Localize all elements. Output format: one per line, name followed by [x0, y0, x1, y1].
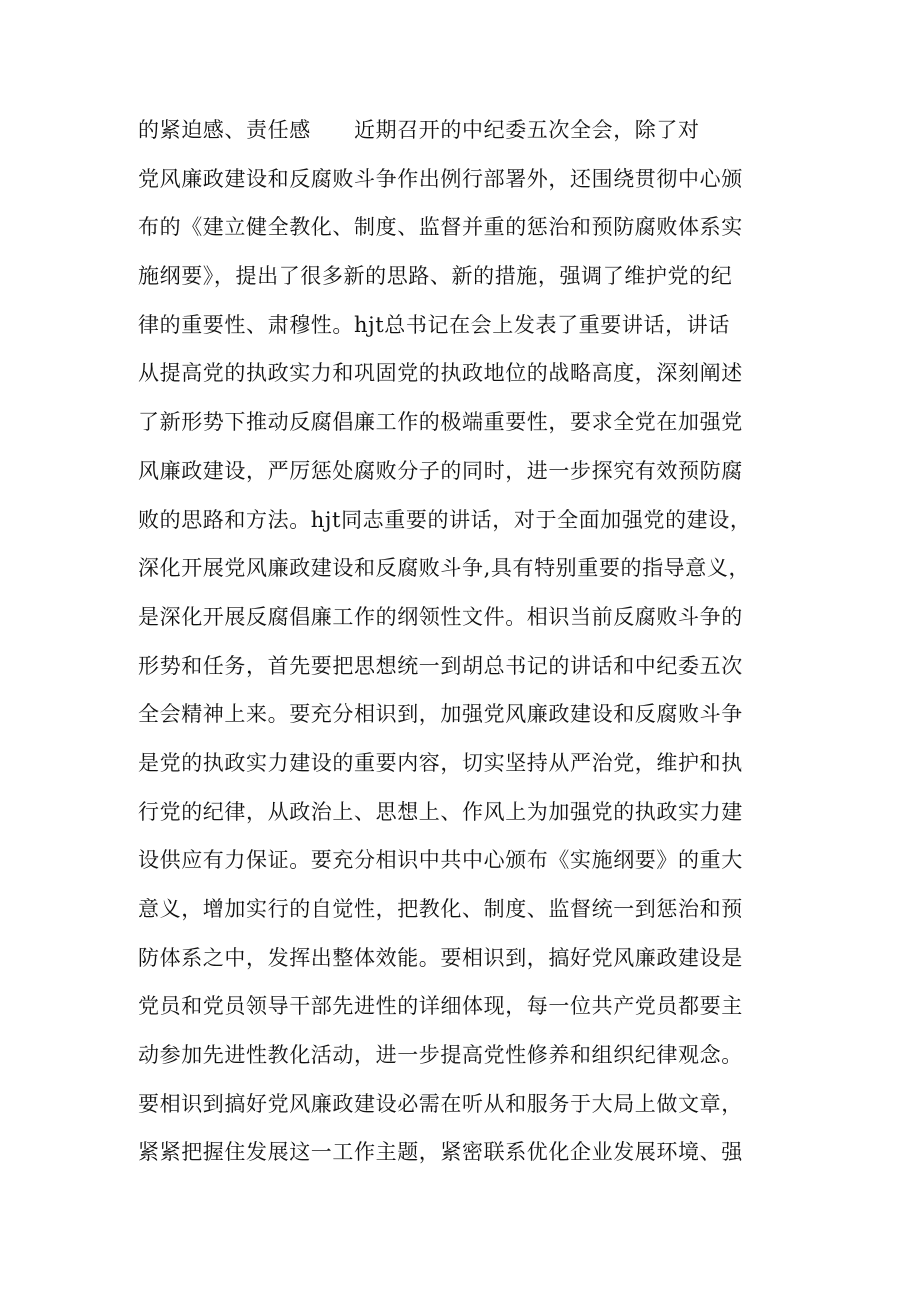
text-line: 布的《建立健全教化、制度、监督并重的惩治和预防腐败体系实: [138, 215, 743, 240]
text-line: 是党的执政实力建设的重要内容，切实坚持从严治党，维护和执: [138, 750, 743, 775]
text-line: 意义，增加实行的自觉性，把教化、制度、监督统一到惩治和预: [138, 897, 743, 921]
text-line: 防体系之中，发挥出整体效能。要相识到，搞好党风廉政建设是: [138, 945, 743, 970]
text-line: 形势和任务，首先要把思想统一到胡总书记的讲话和中纪委五次: [138, 653, 743, 678]
text-line: 从提高党的执政实力和巩固党的执政地位的战略高度，深刻阐述: [138, 361, 743, 386]
text-line: 律的重要性、肃穆性。hjt总书记在会上发表了重要讲话，讲话: [138, 312, 730, 337]
text-line: 施纲要》，提出了很多新的思路、新的措施，强调了维护党的纪: [138, 264, 733, 289]
text-line: 是深化开展反腐倡廉工作的纲领性文件。相识当前反腐败斗争的: [138, 604, 743, 629]
text-line: 党风廉政建设和反腐败斗争作出例行部署外，还围绕贯彻中心颁: [138, 166, 743, 191]
text-line: 的紧迫感、责任感 近期召开的中纪委五次全会，除了对: [138, 118, 700, 142]
text-line: 紧紧把握住发展这一工作主题，紧密联系优化企业发展环境、强: [138, 1140, 743, 1165]
text-line: 设供应有力保证。要充分相识中共中心颁布《实施纲要》的重大: [138, 848, 743, 873]
text-line: 风廉政建设，严厉惩处腐败分子的同时，进一步探究有效预防腐: [138, 458, 743, 483]
text-line: 全会精神上来。要充分相识到，加强党风廉政建设和反腐败斗争: [138, 702, 743, 727]
text-line: 败的思路和方法。hjt同志重要的讲话，对于全面加强党的建设，: [138, 507, 752, 532]
text-line: 深化开展党风廉政建设和反腐败斗争,具有特别重要的指导意义，: [138, 556, 751, 581]
text-line: 党员和党员领导干部先进性的详细体现，每一位共产党员都要主: [138, 994, 743, 1019]
text-line: 了新形势下推动反腐倡廉工作的极端重要性，要求全党在加强党: [138, 410, 743, 435]
body-text: [138, 110, 798, 1181]
text-line: 行党的纪律，从政治上、思想上、作风上为加强党的执政实力建: [138, 799, 743, 824]
text-line: 要相识到搞好党风廉政建设必需在听从和服务于大局上做文章，: [138, 1091, 743, 1116]
text-line: 动参加先进性教化活动，进一步提高党性修养和组织纪律观念。: [138, 1043, 743, 1068]
